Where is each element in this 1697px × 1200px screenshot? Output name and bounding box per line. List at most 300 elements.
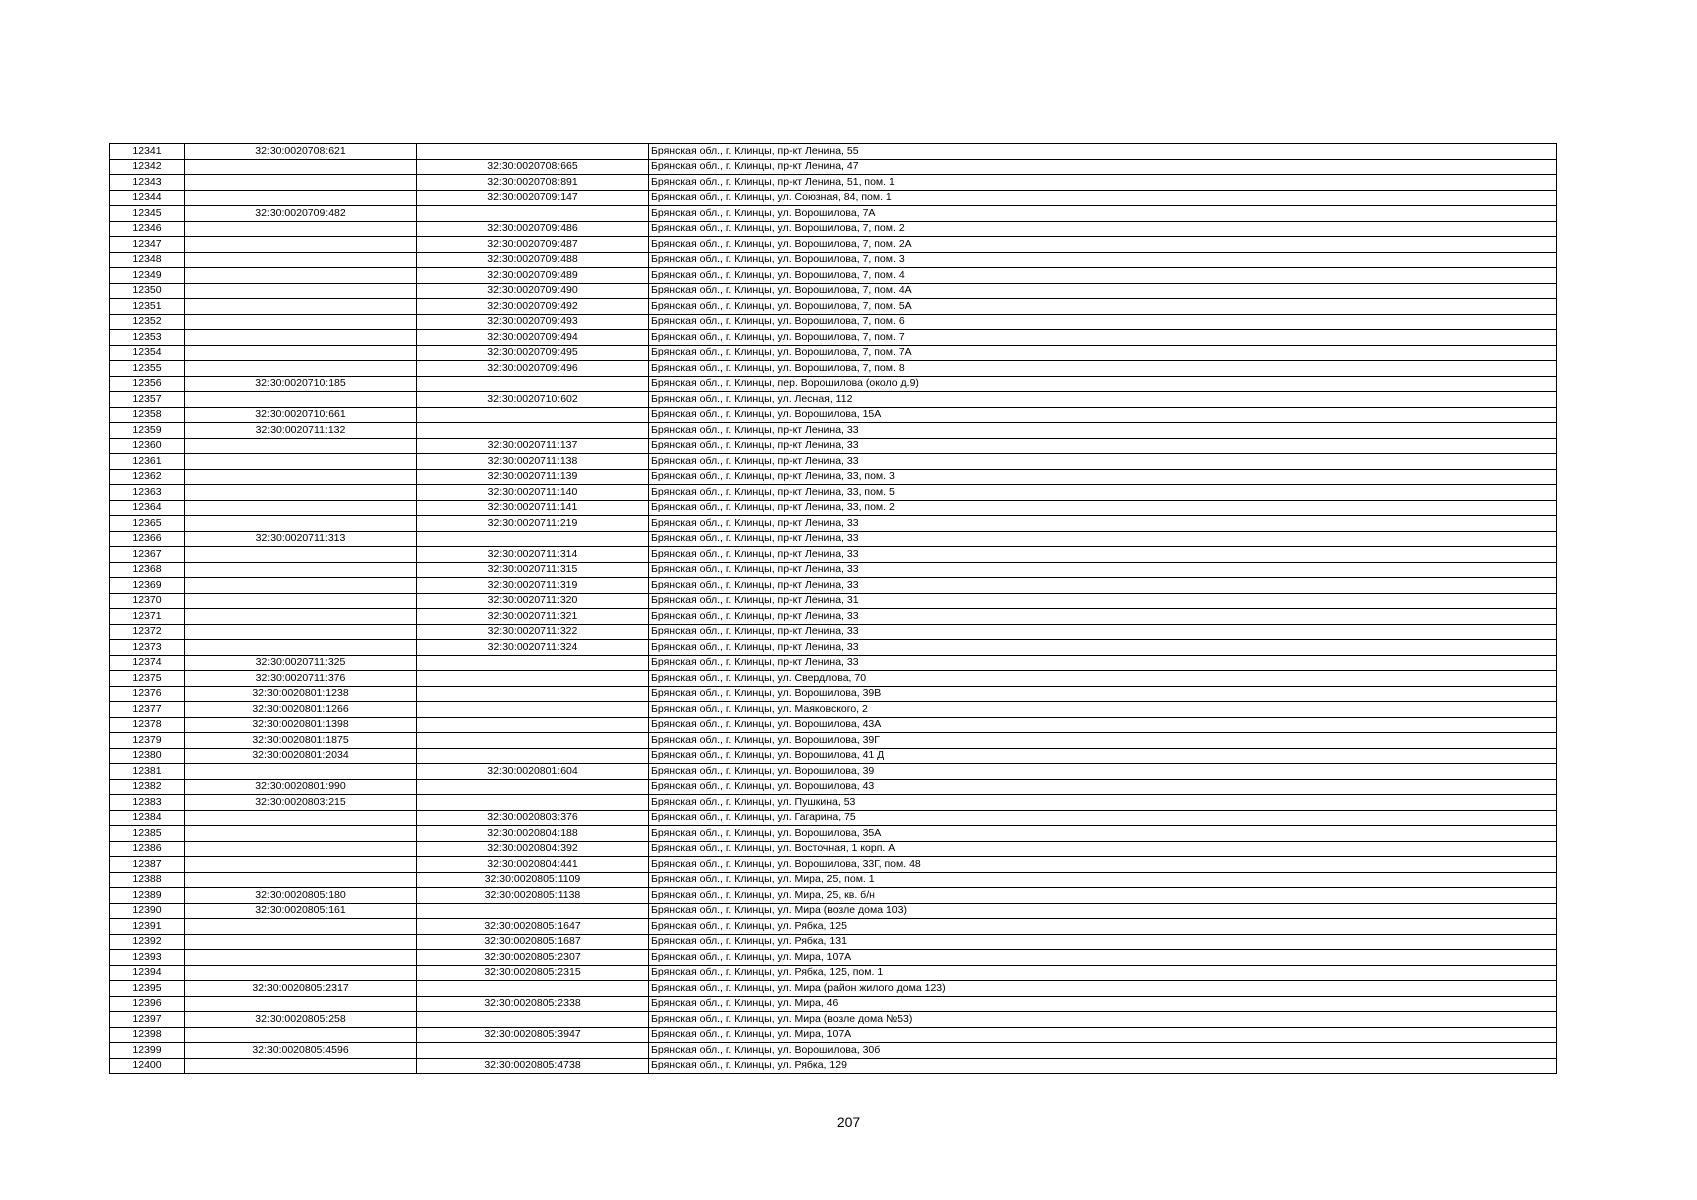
table-row <box>110 206 1557 222</box>
cadastral-number-cell <box>185 516 417 532</box>
cadastral-number-cell: 32:30:0020805:180 <box>185 888 417 904</box>
row-number-cell: 12344 <box>110 190 185 206</box>
address-cell: Брянская обл., г. Клинцы, пр-кт Ленина, 33 <box>649 547 1557 563</box>
cadastral-number-cell <box>185 1027 417 1043</box>
row-number-cell: 12379 <box>110 733 185 749</box>
table-row <box>110 469 1557 485</box>
table-row <box>110 252 1557 268</box>
address-cell: Брянская обл., г. Клинцы, ул. Ворошилова, 41 Д <box>649 748 1557 764</box>
row-number-cell: 12399 <box>110 1043 185 1059</box>
row-number-cell: 12351 <box>110 299 185 315</box>
row-number-cell: 12381 <box>110 764 185 780</box>
related-cadastral-number-cell <box>417 686 649 702</box>
table-row <box>110 609 1557 625</box>
related-cadastral-number-cell <box>417 779 649 795</box>
cadastral-number-cell <box>185 934 417 950</box>
cadastral-number-cell <box>185 469 417 485</box>
cadastral-number-cell <box>185 330 417 346</box>
address-cell: Брянская обл., г. Клинцы, ул. Ворошилова, 43 <box>649 779 1557 795</box>
address-cell: Брянская обл., г. Клинцы, ул. Мира, 46 <box>649 996 1557 1012</box>
address-cell: Брянская обл., г. Клинцы, пр-кт Ленина, 55 <box>649 144 1557 160</box>
cadastral-number-cell <box>185 609 417 625</box>
related-cadastral-number-cell <box>417 981 649 997</box>
cadastral-number-cell <box>185 826 417 842</box>
cadastral-number-cell <box>185 950 417 966</box>
row-number-cell: 12384 <box>110 810 185 826</box>
address-cell: Брянская обл., г. Клинцы, ул. Ворошилова, 43А <box>649 717 1557 733</box>
page-number: 207 <box>836 1114 861 1130</box>
table-row <box>110 547 1557 563</box>
table-row <box>110 686 1557 702</box>
address-cell: Брянская обл., г. Клинцы, пр-кт Ленина, 33, пом. 2 <box>649 500 1557 516</box>
cadastral-number-cell <box>185 764 417 780</box>
row-number-cell: 12357 <box>110 392 185 408</box>
cadastral-number-cell <box>185 175 417 191</box>
cadastral-number-cell: 32:30:0020711:376 <box>185 671 417 687</box>
table-row <box>110 392 1557 408</box>
row-number-cell: 12364 <box>110 500 185 516</box>
address-cell: Брянская обл., г. Клинцы, ул. Ворошилова, 7, пом. 4А <box>649 283 1557 299</box>
address-cell: Брянская обл., г. Клинцы, ул. Ворошилова, 7, пом. 4 <box>649 268 1557 284</box>
address-cell: Брянская обл., г. Клинцы, ул. Ворошилова, 7, пом. 2 <box>649 221 1557 237</box>
row-number-cell: 12365 <box>110 516 185 532</box>
related-cadastral-number-cell: 32:30:0020709:493 <box>417 314 649 330</box>
related-cadastral-number-cell: 32:30:0020805:1647 <box>417 919 649 935</box>
table-row <box>110 826 1557 842</box>
cadastral-number-cell: 32:30:0020801:1398 <box>185 717 417 733</box>
table-row <box>110 965 1557 981</box>
row-number-cell: 12343 <box>110 175 185 191</box>
row-number-cell: 12398 <box>110 1027 185 1043</box>
cadastral-number-cell <box>185 454 417 470</box>
address-cell: Брянская обл., г. Клинцы, ул. Гагарина, 75 <box>649 810 1557 826</box>
related-cadastral-number-cell: 32:30:0020805:3947 <box>417 1027 649 1043</box>
row-number-cell: 12393 <box>110 950 185 966</box>
address-cell: Брянская обл., г. Клинцы, ул. Мира (возле дома №53) <box>649 1012 1557 1028</box>
table-row <box>110 996 1557 1012</box>
table-row <box>110 237 1557 253</box>
cadastral-number-cell <box>185 547 417 563</box>
address-cell: Брянская обл., г. Клинцы, ул. Мира, 107А <box>649 1027 1557 1043</box>
row-number-cell: 12350 <box>110 283 185 299</box>
table-row <box>110 361 1557 377</box>
row-number-cell: 12389 <box>110 888 185 904</box>
address-cell: Брянская обл., г. Клинцы, ул. Мира (возле дома 103) <box>649 903 1557 919</box>
row-number-cell: 12378 <box>110 717 185 733</box>
address-cell: Брянская обл., г. Клинцы, ул. Ворошилова, 7, пом. 3 <box>649 252 1557 268</box>
cadastral-number-cell: 32:30:0020709:482 <box>185 206 417 222</box>
table-row <box>110 919 1557 935</box>
related-cadastral-number-cell: 32:30:0020711:314 <box>417 547 649 563</box>
cadastral-number-cell <box>185 190 417 206</box>
row-number-cell: 12346 <box>110 221 185 237</box>
table-row <box>110 1012 1557 1028</box>
table-row <box>110 516 1557 532</box>
address-cell: Брянская обл., г. Клинцы, пр-кт Ленина, 31 <box>649 593 1557 609</box>
address-cell: Брянская обл., г. Клинцы, ул. Рябка, 131 <box>649 934 1557 950</box>
related-cadastral-number-cell: 32:30:0020711:324 <box>417 640 649 656</box>
related-cadastral-number-cell <box>417 671 649 687</box>
related-cadastral-number-cell: 32:30:0020709:496 <box>417 361 649 377</box>
row-number-cell: 12387 <box>110 857 185 873</box>
address-cell: Брянская обл., г. Клинцы, ул. Лесная, 112 <box>649 392 1557 408</box>
row-number-cell: 12382 <box>110 779 185 795</box>
related-cadastral-number-cell <box>417 144 649 160</box>
row-number-cell: 12342 <box>110 159 185 175</box>
related-cadastral-number-cell: 32:30:0020805:2315 <box>417 965 649 981</box>
cadastral-number-cell: 32:30:0020711:132 <box>185 423 417 439</box>
related-cadastral-number-cell: 32:30:0020711:319 <box>417 578 649 594</box>
row-number-cell: 12356 <box>110 376 185 392</box>
address-cell: Брянская обл., г. Клинцы, ул. Ворошилова, 7, пом. 5А <box>649 299 1557 315</box>
table-row <box>110 345 1557 361</box>
address-cell: Брянская обл., г. Клинцы, ул. Мира (район жилого дома 123) <box>649 981 1557 997</box>
row-number-cell: 12359 <box>110 423 185 439</box>
row-number-cell: 12348 <box>110 252 185 268</box>
table-row <box>110 562 1557 578</box>
related-cadastral-number-cell <box>417 748 649 764</box>
cadastral-number-cell <box>185 857 417 873</box>
address-cell: Брянская обл., г. Клинцы, пр-кт Ленина, 33 <box>649 624 1557 640</box>
table-row <box>110 438 1557 454</box>
address-cell: Брянская обл., г. Клинцы, пр-кт Ленина, 33 <box>649 609 1557 625</box>
table-row <box>110 655 1557 671</box>
related-cadastral-number-cell: 32:30:0020804:392 <box>417 841 649 857</box>
cadastral-table-body <box>110 144 1557 1074</box>
related-cadastral-number-cell: 32:30:0020709:147 <box>417 190 649 206</box>
address-cell: Брянская обл., г. Клинцы, ул. Рябка, 129 <box>649 1058 1557 1074</box>
row-number-cell: 12386 <box>110 841 185 857</box>
cadastral-number-cell <box>185 640 417 656</box>
cadastral-number-cell <box>185 345 417 361</box>
row-number-cell: 12360 <box>110 438 185 454</box>
table-row <box>110 733 1557 749</box>
table-row <box>110 144 1557 160</box>
row-number-cell: 12374 <box>110 655 185 671</box>
row-number-cell: 12380 <box>110 748 185 764</box>
row-number-cell: 12385 <box>110 826 185 842</box>
address-cell: Брянская обл., г. Клинцы, ул. Ворошилова, 30б <box>649 1043 1557 1059</box>
cadastral-number-cell: 32:30:0020711:325 <box>185 655 417 671</box>
address-cell: Брянская обл., г. Клинцы, ул. Ворошилова, 35А <box>649 826 1557 842</box>
cadastral-number-cell: 32:30:0020801:1238 <box>185 686 417 702</box>
address-cell: Брянская обл., г. Клинцы, ул. Ворошилова, 7, пом. 7А <box>649 345 1557 361</box>
row-number-cell: 12376 <box>110 686 185 702</box>
table-row <box>110 376 1557 392</box>
address-cell: Брянская обл., г. Клинцы, ул. Пушкина, 53 <box>649 795 1557 811</box>
table-row <box>110 779 1557 795</box>
related-cadastral-number-cell: 32:30:0020708:891 <box>417 175 649 191</box>
address-cell: Брянская обл., г. Клинцы, ул. Рябка, 125, пом. 1 <box>649 965 1557 981</box>
row-number-cell: 12347 <box>110 237 185 253</box>
table-row <box>110 454 1557 470</box>
address-cell: Брянская обл., г. Клинцы, пр-кт Ленина, 33 <box>649 454 1557 470</box>
address-cell: Брянская обл., г. Клинцы, пр-кт Ленина, 47 <box>649 159 1557 175</box>
cadastral-number-cell <box>185 268 417 284</box>
related-cadastral-number-cell: 32:30:0020709:492 <box>417 299 649 315</box>
cadastral-number-cell: 32:30:0020801:1875 <box>185 733 417 749</box>
row-number-cell: 12394 <box>110 965 185 981</box>
cadastral-number-cell <box>185 299 417 315</box>
cadastral-number-cell <box>185 624 417 640</box>
cadastral-number-cell <box>185 283 417 299</box>
address-cell: Брянская обл., г. Клинцы, ул. Ворошилова, 7, пом. 8 <box>649 361 1557 377</box>
address-cell: Брянская обл., г. Клинцы, ул. Восточная, 1 корп. А <box>649 841 1557 857</box>
address-cell: Брянская обл., г. Клинцы, пр-кт Ленина, 33 <box>649 578 1557 594</box>
row-number-cell: 12355 <box>110 361 185 377</box>
related-cadastral-number-cell: 32:30:0020805:1687 <box>417 934 649 950</box>
table-row <box>110 981 1557 997</box>
related-cadastral-number-cell <box>417 795 649 811</box>
related-cadastral-number-cell <box>417 903 649 919</box>
table-row <box>110 841 1557 857</box>
related-cadastral-number-cell: 32:30:0020711:138 <box>417 454 649 470</box>
table-row <box>110 671 1557 687</box>
cadastral-number-cell <box>185 314 417 330</box>
address-cell: Брянская обл., г. Клинцы, ул. Ворошилова, 7А <box>649 206 1557 222</box>
cadastral-number-cell <box>185 252 417 268</box>
table-row <box>110 593 1557 609</box>
cadastral-number-cell: 32:30:0020801:2034 <box>185 748 417 764</box>
related-cadastral-number-cell: 32:30:0020805:1138 <box>417 888 649 904</box>
related-cadastral-number-cell: 32:30:0020803:376 <box>417 810 649 826</box>
related-cadastral-number-cell: 32:30:0020711:141 <box>417 500 649 516</box>
row-number-cell: 12377 <box>110 702 185 718</box>
cadastral-number-cell: 32:30:0020710:185 <box>185 376 417 392</box>
related-cadastral-number-cell <box>417 1043 649 1059</box>
table-row <box>110 299 1557 315</box>
row-number-cell: 12396 <box>110 996 185 1012</box>
address-cell: Брянская обл., г. Клинцы, ул. Ворошилова, 39 <box>649 764 1557 780</box>
address-cell: Брянская обл., г. Клинцы, ул. Рябка, 125 <box>649 919 1557 935</box>
table-row <box>110 702 1557 718</box>
cadastral-number-cell <box>185 578 417 594</box>
address-cell: Брянская обл., г. Клинцы, ул. Свердлова, 70 <box>649 671 1557 687</box>
table-row <box>110 283 1557 299</box>
table-row <box>110 1058 1557 1074</box>
row-number-cell: 12368 <box>110 562 185 578</box>
address-cell: Брянская обл., г. Клинцы, пер. Ворошилова (около д.9) <box>649 376 1557 392</box>
table-row <box>110 175 1557 191</box>
table-row <box>110 485 1557 501</box>
cadastral-number-cell <box>185 361 417 377</box>
address-cell: Брянская обл., г. Клинцы, ул. Союзная, 84, пом. 1 <box>649 190 1557 206</box>
related-cadastral-number-cell: 32:30:0020708:665 <box>417 159 649 175</box>
row-number-cell: 12366 <box>110 531 185 547</box>
row-number-cell: 12370 <box>110 593 185 609</box>
related-cadastral-number-cell: 32:30:0020709:488 <box>417 252 649 268</box>
cadastral-number-cell: 32:30:0020805:258 <box>185 1012 417 1028</box>
table-row <box>110 159 1557 175</box>
address-cell: Брянская обл., г. Клинцы, ул. Ворошилова, 7, пом. 6 <box>649 314 1557 330</box>
address-cell: Брянская обл., г. Клинцы, ул. Ворошилова, 7, пом. 7 <box>649 330 1557 346</box>
address-cell: Брянская обл., г. Клинцы, ул. Ворошилова, 33Г, пом. 48 <box>649 857 1557 873</box>
address-cell: Брянская обл., г. Клинцы, пр-кт Ленина, 33 <box>649 655 1557 671</box>
row-number-cell: 12361 <box>110 454 185 470</box>
row-number-cell: 12392 <box>110 934 185 950</box>
related-cadastral-number-cell <box>417 531 649 547</box>
address-cell: Брянская обл., г. Клинцы, пр-кт Ленина, 33 <box>649 516 1557 532</box>
row-number-cell: 12341 <box>110 144 185 160</box>
table-row <box>110 795 1557 811</box>
row-number-cell: 12358 <box>110 407 185 423</box>
address-cell: Брянская обл., г. Клинцы, пр-кт Ленина, 33, пом. 3 <box>649 469 1557 485</box>
table-row <box>110 640 1557 656</box>
related-cadastral-number-cell: 32:30:0020711:320 <box>417 593 649 609</box>
cadastral-number-cell <box>185 1058 417 1074</box>
table-row <box>110 330 1557 346</box>
address-cell: Брянская обл., г. Клинцы, ул. Ворошилова, 39Г <box>649 733 1557 749</box>
address-cell: Брянская обл., г. Клинцы, ул. Маяковского, 2 <box>649 702 1557 718</box>
address-cell: Брянская обл., г. Клинцы, пр-кт Ленина, 33 <box>649 438 1557 454</box>
related-cadastral-number-cell <box>417 1012 649 1028</box>
cadastral-number-cell <box>185 500 417 516</box>
table-row <box>110 190 1557 206</box>
table-row <box>110 934 1557 950</box>
address-cell: Брянская обл., г. Клинцы, ул. Ворошилова, 15А <box>649 407 1557 423</box>
related-cadastral-number-cell: 32:30:0020709:490 <box>417 283 649 299</box>
address-cell: Брянская обл., г. Клинцы, пр-кт Ленина, 33, пом. 5 <box>649 485 1557 501</box>
table-row <box>110 1027 1557 1043</box>
related-cadastral-number-cell <box>417 423 649 439</box>
table-row <box>110 810 1557 826</box>
address-cell: Брянская обл., г. Клинцы, ул. Мира, 25, кв. б/н <box>649 888 1557 904</box>
related-cadastral-number-cell: 32:30:0020804:441 <box>417 857 649 873</box>
related-cadastral-number-cell: 32:30:0020711:219 <box>417 516 649 532</box>
row-number-cell: 12400 <box>110 1058 185 1074</box>
related-cadastral-number-cell: 32:30:0020709:486 <box>417 221 649 237</box>
row-number-cell: 12345 <box>110 206 185 222</box>
table-row <box>110 888 1557 904</box>
row-number-cell: 12391 <box>110 919 185 935</box>
related-cadastral-number-cell: 32:30:0020709:494 <box>417 330 649 346</box>
cadastral-number-cell <box>185 872 417 888</box>
row-number-cell: 12388 <box>110 872 185 888</box>
related-cadastral-number-cell: 32:30:0020709:487 <box>417 237 649 253</box>
address-cell: Брянская обл., г. Клинцы, ул. Ворошилова, 7, пом. 2А <box>649 237 1557 253</box>
table-row <box>110 407 1557 423</box>
related-cadastral-number-cell: 32:30:0020804:188 <box>417 826 649 842</box>
address-cell: Брянская обл., г. Клинцы, пр-кт Ленина, 33 <box>649 562 1557 578</box>
cadastral-number-cell <box>185 237 417 253</box>
cadastral-number-cell <box>185 841 417 857</box>
related-cadastral-number-cell: 32:30:0020711:139 <box>417 469 649 485</box>
row-number-cell: 12353 <box>110 330 185 346</box>
cadastral-number-cell <box>185 562 417 578</box>
cadastral-number-cell <box>185 392 417 408</box>
related-cadastral-number-cell <box>417 376 649 392</box>
cadastral-number-cell <box>185 221 417 237</box>
cadastral-number-cell <box>185 996 417 1012</box>
table-row <box>110 624 1557 640</box>
related-cadastral-number-cell: 32:30:0020709:495 <box>417 345 649 361</box>
row-number-cell: 12383 <box>110 795 185 811</box>
row-number-cell: 12390 <box>110 903 185 919</box>
table-row <box>110 578 1557 594</box>
row-number-cell: 12362 <box>110 469 185 485</box>
address-cell: Брянская обл., г. Клинцы, пр-кт Ленина, 33 <box>649 640 1557 656</box>
related-cadastral-number-cell: 32:30:0020805:4738 <box>417 1058 649 1074</box>
related-cadastral-number-cell: 32:30:0020805:2307 <box>417 950 649 966</box>
table-row <box>110 903 1557 919</box>
address-cell: Брянская обл., г. Клинцы, ул. Мира, 107А <box>649 950 1557 966</box>
row-number-cell: 12349 <box>110 268 185 284</box>
table-row <box>110 872 1557 888</box>
table-row <box>110 268 1557 284</box>
related-cadastral-number-cell: 32:30:0020805:1109 <box>417 872 649 888</box>
table-row <box>110 748 1557 764</box>
row-number-cell: 12367 <box>110 547 185 563</box>
related-cadastral-number-cell <box>417 206 649 222</box>
related-cadastral-number-cell: 32:30:0020710:602 <box>417 392 649 408</box>
cadastral-number-cell: 32:30:0020805:4596 <box>185 1043 417 1059</box>
cadastral-number-cell <box>185 438 417 454</box>
related-cadastral-number-cell <box>417 717 649 733</box>
cadastral-number-cell <box>185 919 417 935</box>
related-cadastral-number-cell <box>417 655 649 671</box>
cadastral-number-cell: 32:30:0020708:621 <box>185 144 417 160</box>
row-number-cell: 12397 <box>110 1012 185 1028</box>
related-cadastral-number-cell: 32:30:0020711:321 <box>417 609 649 625</box>
row-number-cell: 12372 <box>110 624 185 640</box>
address-cell: Брянская обл., г. Клинцы, ул. Мира, 25, пом. 1 <box>649 872 1557 888</box>
table-row <box>110 857 1557 873</box>
table-row <box>110 950 1557 966</box>
table-row <box>110 314 1557 330</box>
cadastral-number-cell: 32:30:0020710:661 <box>185 407 417 423</box>
cadastral-number-cell <box>185 485 417 501</box>
row-number-cell: 12354 <box>110 345 185 361</box>
address-cell: Брянская обл., г. Клинцы, пр-кт Ленина, 33 <box>649 531 1557 547</box>
row-number-cell: 12375 <box>110 671 185 687</box>
address-cell: Брянская обл., г. Клинцы, пр-кт Ленина, 33 <box>649 423 1557 439</box>
row-number-cell: 12395 <box>110 981 185 997</box>
related-cadastral-number-cell: 32:30:0020711:315 <box>417 562 649 578</box>
table-row <box>110 500 1557 516</box>
row-number-cell: 12363 <box>110 485 185 501</box>
cadastral-number-cell: 32:30:0020801:990 <box>185 779 417 795</box>
table-row <box>110 531 1557 547</box>
cadastral-number-cell <box>185 159 417 175</box>
row-number-cell: 12352 <box>110 314 185 330</box>
related-cadastral-number-cell: 32:30:0020709:489 <box>417 268 649 284</box>
cadastral-number-cell: 32:30:0020805:2317 <box>185 981 417 997</box>
related-cadastral-number-cell: 32:30:0020711:140 <box>417 485 649 501</box>
cadastral-number-cell: 32:30:0020803:215 <box>185 795 417 811</box>
table-row <box>110 423 1557 439</box>
cadastral-number-cell: 32:30:0020711:313 <box>185 531 417 547</box>
related-cadastral-number-cell: 32:30:0020801:604 <box>417 764 649 780</box>
related-cadastral-number-cell <box>417 407 649 423</box>
table-row <box>110 717 1557 733</box>
cadastral-number-cell: 32:30:0020801:1266 <box>185 702 417 718</box>
address-cell: Брянская обл., г. Клинцы, пр-кт Ленина, 51, пом. 1 <box>649 175 1557 191</box>
related-cadastral-number-cell: 32:30:0020711:137 <box>417 438 649 454</box>
row-number-cell: 12373 <box>110 640 185 656</box>
cadastral-table <box>109 143 1557 1074</box>
row-number-cell: 12371 <box>110 609 185 625</box>
related-cadastral-number-cell <box>417 733 649 749</box>
cadastral-number-cell <box>185 810 417 826</box>
cadastral-number-cell: 32:30:0020805:161 <box>185 903 417 919</box>
table-row <box>110 221 1557 237</box>
cadastral-number-cell <box>185 965 417 981</box>
cadastral-number-cell <box>185 593 417 609</box>
table-row <box>110 764 1557 780</box>
table-row <box>110 1043 1557 1059</box>
related-cadastral-number-cell: 32:30:0020711:322 <box>417 624 649 640</box>
related-cadastral-number-cell: 32:30:0020805:2338 <box>417 996 649 1012</box>
